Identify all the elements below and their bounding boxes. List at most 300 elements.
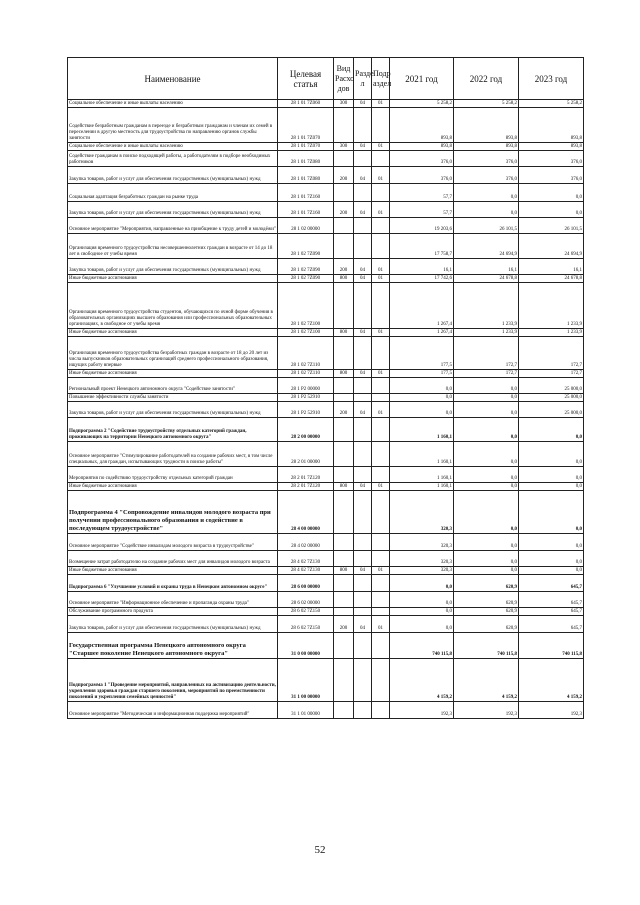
row-vid: 200 (334, 402, 354, 418)
table-row (68, 616, 584, 633)
row-value-2023: 0,0 (519, 184, 584, 202)
row-code: 28 4 02 7Z130 (278, 551, 334, 567)
row-code: 31 1 00 00000 (278, 659, 334, 702)
row-razdel (354, 218, 372, 234)
row-value-2022: 740 115,8 (454, 633, 519, 659)
row-value-2023: 25 000,0 (519, 378, 584, 394)
row-razdel: 04 (354, 616, 372, 633)
row-name: Подпрограмма 6 "Улучшение условий и охраны труда в Ненецком автономном округе" (68, 575, 278, 592)
row-value-2021: 177,5 (390, 337, 454, 370)
row-value-2022: 1 233,9 (454, 329, 519, 337)
row-vid (334, 592, 354, 608)
row-name: Иные бюджетные ассигнования (68, 329, 278, 337)
row-value-2023: 376,0 (519, 167, 584, 184)
row-value-2021: 1 267,4 (390, 283, 454, 329)
row-code: 28 2 01 7Z120 (278, 483, 334, 491)
row-vid (334, 108, 354, 143)
row-vid (334, 659, 354, 702)
row-name: Организация временного трудоустройства несовершеннолетних граждан в возрасте от 14 до 18 лет в свободное от учебы время (68, 234, 278, 259)
table-body (68, 100, 584, 719)
row-value-2022: 172,7 (454, 337, 519, 370)
row-name: Подпрограмма 2 "Содействие трудоустройству отдельных категорий граждан, проживающих на территории Ненецкого автономного округа" (68, 418, 278, 442)
row-code: 28 1 01 7Z160 (278, 184, 334, 202)
table-row (68, 378, 584, 394)
row-value-2022: 0,0 (454, 378, 519, 394)
row-code: 31 1 01 00000 (278, 702, 334, 719)
table-row (68, 259, 584, 275)
row-value-2023: 24 694,9 (519, 234, 584, 259)
row-razdel (354, 551, 372, 567)
row-vid (334, 534, 354, 551)
row-razdel: 04 (354, 275, 372, 283)
row-razdel (354, 108, 372, 143)
row-razdel (354, 151, 372, 167)
row-value-2023: 25 000,0 (519, 402, 584, 418)
row-value-2023: 0,0 (519, 567, 584, 575)
row-podrazdel (372, 608, 390, 616)
row-name: Иные бюджетные ассигнования (68, 370, 278, 378)
table-row (68, 167, 584, 184)
row-code: 28 1 01 7Z160 (278, 202, 334, 218)
row-value-2021: 17 758,7 (390, 234, 454, 259)
row-razdel (354, 702, 372, 719)
row-value-2022: 0,0 (454, 418, 519, 442)
row-razdel (354, 608, 372, 616)
row-value-2021: 893,8 (390, 143, 454, 151)
row-vid (334, 184, 354, 202)
row-razdel (354, 442, 372, 467)
table-row (68, 329, 584, 337)
row-value-2023: 172,7 (519, 337, 584, 370)
row-vid (334, 151, 354, 167)
row-name: Закупка товаров, работ и услуг для обеспечения государственных (муниципальных) нужд (68, 202, 278, 218)
row-vid: 800 (334, 275, 354, 283)
row-value-2022: 893,8 (454, 108, 519, 143)
row-name: Иные бюджетные ассигнования (68, 275, 278, 283)
row-podrazdel (372, 702, 390, 719)
row-podrazdel (372, 551, 390, 567)
row-value-2023: 24 678,8 (519, 275, 584, 283)
row-value-2023: 740 115,8 (519, 633, 584, 659)
row-value-2021: 0,0 (390, 394, 454, 402)
row-value-2021: 320,3 (390, 567, 454, 575)
row-razdel: 04 (354, 202, 372, 218)
row-value-2021: 57,7 (390, 184, 454, 202)
row-podrazdel: 01 (372, 275, 390, 283)
row-code: 28 1 02 7Z100 (278, 329, 334, 337)
table-row (68, 100, 584, 108)
row-podrazdel: 01 (372, 616, 390, 633)
row-name: Закупка товаров, работ и услуг для обеспечения государственных (муниципальных) нужд (68, 167, 278, 184)
row-value-2023: 645,7 (519, 608, 584, 616)
row-razdel (354, 575, 372, 592)
row-code: 28 1 01 7Z060 (278, 100, 334, 108)
table-row (68, 418, 584, 442)
row-podrazdel (372, 184, 390, 202)
row-razdel: 04 (354, 329, 372, 337)
row-value-2023: 0,0 (519, 534, 584, 551)
row-code: 28 1 02 7Z090 (278, 275, 334, 283)
table-row (68, 442, 584, 467)
table-row (68, 608, 584, 616)
row-podrazdel: 01 (372, 329, 390, 337)
row-podrazdel (372, 108, 390, 143)
row-value-2022: 0,0 (454, 567, 519, 575)
row-value-2021: 320,3 (390, 491, 454, 534)
header-2023: 2023 год (519, 58, 584, 100)
row-vid (334, 491, 354, 534)
row-podrazdel: 01 (372, 259, 390, 275)
row-value-2022: 24 694,9 (454, 234, 519, 259)
row-vid (334, 283, 354, 329)
row-name: Организация временного трудоустройства безработных граждан в возрасте от 18 до 20 лет из числа выпускников образовательных организаций среднего профессионального образования, ищущих работу впервые (68, 337, 278, 370)
row-code: 28 1 01 7Z080 (278, 167, 334, 184)
row-name: Социальная адаптация безработных граждан на рынке труда (68, 184, 278, 202)
row-value-2023: 0,0 (519, 551, 584, 567)
row-value-2022: 893,8 (454, 143, 519, 151)
table-row (68, 592, 584, 608)
header-2022: 2022 год (454, 58, 519, 100)
row-razdel: 04 (354, 370, 372, 378)
row-podrazdel: 01 (372, 483, 390, 491)
row-podrazdel (372, 491, 390, 534)
row-value-2022: 0,0 (454, 394, 519, 402)
row-value-2021: 57,7 (390, 202, 454, 218)
row-value-2021: 5 258,2 (390, 100, 454, 108)
row-code: 28 6 02 00000 (278, 592, 334, 608)
table-row (68, 491, 584, 534)
row-value-2023: 893,8 (519, 143, 584, 151)
table-row (68, 202, 584, 218)
row-name: Мероприятия по содействию трудоустройству отдельных категорий граждан (68, 467, 278, 483)
row-vid (334, 218, 354, 234)
header-vid: Вид Расхо дов (334, 58, 354, 100)
row-name: Основное мероприятие "Мероприятия, направленные на приобщение к труду детей и молодёжи" (68, 218, 278, 234)
row-name: Основное мероприятие "Содействие инвалидам молодого возраста в трудоустройстве" (68, 534, 278, 551)
row-code: 28 1 P2 52910 (278, 402, 334, 418)
row-code: 28 2 00 00000 (278, 418, 334, 442)
table-row (68, 483, 584, 491)
row-code: 31 0 00 00000 (278, 633, 334, 659)
row-code: 28 1 02 7Z110 (278, 370, 334, 378)
row-value-2021: 177,5 (390, 370, 454, 378)
row-name: Подпрограмма 1 "Проведение мероприятий, направленных на активизацию деятельности, укрепления здоровья граждан старшего поколения, мероприятий по преемственности поколений и укрепления семейных ценностей" (68, 659, 278, 702)
row-value-2021: 376,0 (390, 167, 454, 184)
row-vid (334, 608, 354, 616)
row-name: Содействие гражданам в поиске подходящей работы, а работодателям в подборе необходимых работников (68, 151, 278, 167)
header-razdel: Разде л (354, 58, 372, 100)
table-row (68, 633, 584, 659)
row-value-2023: 0,0 (519, 442, 584, 467)
row-podrazdel (372, 337, 390, 370)
table-row (68, 702, 584, 719)
row-value-2023: 0,0 (519, 483, 584, 491)
row-code: 28 2 01 7Z120 (278, 467, 334, 483)
row-name: Иные бюджетные ассигнования (68, 483, 278, 491)
row-name: Обслуживание программного продукта (68, 608, 278, 616)
row-value-2022: 4 159,2 (454, 659, 519, 702)
row-razdel (354, 418, 372, 442)
row-razdel (354, 491, 372, 534)
row-value-2021: 893,8 (390, 108, 454, 143)
row-podrazdel (372, 467, 390, 483)
row-vid: 800 (334, 483, 354, 491)
row-vid: 300 (334, 143, 354, 151)
table-row (68, 151, 584, 167)
table-row (68, 467, 584, 483)
row-razdel: 04 (354, 567, 372, 575)
row-code: 28 1 P2 52910 (278, 394, 334, 402)
row-value-2022: 0,0 (454, 202, 519, 218)
row-value-2022: 0,0 (454, 402, 519, 418)
row-value-2022: 172,7 (454, 370, 519, 378)
row-name: Возмещение затрат работодателю на создание рабочих мест для инвалидов молодого возраста (68, 551, 278, 567)
row-value-2021: 4 159,2 (390, 659, 454, 702)
header-podrazdel: Подр аздел (372, 58, 390, 100)
table-row (68, 394, 584, 402)
row-value-2021: 1 160,1 (390, 418, 454, 442)
row-vid: 300 (334, 100, 354, 108)
row-razdel (354, 467, 372, 483)
row-value-2023: 5 258,2 (519, 100, 584, 108)
row-razdel (354, 184, 372, 202)
row-value-2021: 0,0 (390, 378, 454, 394)
table-row (68, 402, 584, 418)
row-razdel: 04 (354, 402, 372, 418)
row-code: 28 1 02 7Z090 (278, 234, 334, 259)
row-name: Подпрограмма 4 "Сопровождение инвалидов молодого возраста при получении профессионального образования и содействие в последующем трудоустройстве" (68, 491, 278, 534)
row-name: Региональный проект Ненецкого автономного округа "Содействие занятости" (68, 378, 278, 394)
row-value-2023: 645,7 (519, 616, 584, 633)
row-value-2021: 1 160,1 (390, 483, 454, 491)
row-razdel: 04 (354, 143, 372, 151)
row-name: Государственная программа Ненецкого автономного округа "Старшее поколение Ненецкого автономного округа" (68, 633, 278, 659)
row-name: Закупка товаров, работ и услуг для обеспечения государственных (муниципальных) нужд (68, 259, 278, 275)
row-podrazdel (372, 283, 390, 329)
row-value-2023: 893,8 (519, 108, 584, 143)
row-value-2021: 0,0 (390, 608, 454, 616)
row-podrazdel: 01 (372, 202, 390, 218)
row-code: 28 1 02 00000 (278, 218, 334, 234)
row-value-2021: 0,0 (390, 402, 454, 418)
row-value-2021: 1 160,1 (390, 442, 454, 467)
row-code: 28 1 01 7Z070 (278, 108, 334, 143)
row-value-2022: 0,0 (454, 467, 519, 483)
row-name: Закупка товаров, работ и услуг для обеспечения государственных (муниципальных) нужд (68, 616, 278, 633)
row-podrazdel (372, 234, 390, 259)
row-name: Основное мероприятие "Методическая и информационная поддержка мероприятий" (68, 702, 278, 719)
table-row (68, 218, 584, 234)
row-value-2022: 0,0 (454, 442, 519, 467)
table-row (68, 534, 584, 551)
row-value-2022: 16,1 (454, 259, 519, 275)
row-value-2022: 0,0 (454, 184, 519, 202)
row-value-2021: 16,1 (390, 259, 454, 275)
row-code: 28 1 01 7Z080 (278, 151, 334, 167)
row-podrazdel (372, 659, 390, 702)
row-vid: 200 (334, 202, 354, 218)
row-value-2021: 740 115,8 (390, 633, 454, 659)
row-vid: 800 (334, 370, 354, 378)
row-razdel (354, 659, 372, 702)
row-code: 28 4 02 7Z130 (278, 567, 334, 575)
row-vid (334, 633, 354, 659)
row-value-2021: 376,0 (390, 151, 454, 167)
table-row (68, 283, 584, 329)
row-code: 28 2 01 00000 (278, 442, 334, 467)
row-vid: 200 (334, 259, 354, 275)
table-row (68, 337, 584, 370)
table-header-row (68, 58, 584, 100)
row-value-2022: 24 678,8 (454, 275, 519, 283)
row-value-2021: 1 267,4 (390, 329, 454, 337)
row-razdel: 04 (354, 167, 372, 184)
row-razdel (354, 283, 372, 329)
row-value-2021: 1 160,1 (390, 467, 454, 483)
page-number: 52 (314, 844, 326, 856)
row-code: 28 1 02 7Z110 (278, 337, 334, 370)
row-name: Основное мероприятие "Стимулирование работодателей на создание рабочих мест, в том числе специальных, для граждан, испытывающих трудности в поиске работы" (68, 442, 278, 467)
row-razdel (354, 633, 372, 659)
row-value-2023: 1 233,9 (519, 329, 584, 337)
row-value-2021: 19 203,6 (390, 218, 454, 234)
row-razdel (354, 378, 372, 394)
row-value-2023: 192,3 (519, 702, 584, 719)
row-razdel: 04 (354, 100, 372, 108)
row-podrazdel (372, 378, 390, 394)
row-code: 28 6 02 7Z150 (278, 616, 334, 633)
row-name: Иные бюджетные ассигнования (68, 567, 278, 575)
row-value-2022: 376,0 (454, 151, 519, 167)
table-row (68, 184, 584, 202)
row-vid (334, 378, 354, 394)
row-vid (334, 575, 354, 592)
row-value-2022: 0,0 (454, 551, 519, 567)
row-razdel: 04 (354, 483, 372, 491)
budget-table (67, 57, 584, 719)
table-row (68, 275, 584, 283)
row-razdel (354, 234, 372, 259)
row-code: 28 1 P2 00000 (278, 378, 334, 394)
row-razdel (354, 592, 372, 608)
table-row (68, 567, 584, 575)
row-value-2023: 4 159,2 (519, 659, 584, 702)
row-value-2021: 320,3 (390, 551, 454, 567)
row-vid: 800 (334, 567, 354, 575)
row-name: Закупка товаров, работ и услуг для обеспечения государственных (муниципальных) нужд (68, 402, 278, 418)
row-value-2022: 620,9 (454, 575, 519, 592)
row-value-2021: 17 742,6 (390, 275, 454, 283)
table-row (68, 143, 584, 151)
table-row (68, 370, 584, 378)
row-vid: 800 (334, 329, 354, 337)
row-podrazdel (372, 394, 390, 402)
table-row (68, 551, 584, 567)
row-value-2023: 376,0 (519, 151, 584, 167)
row-value-2022: 620,9 (454, 592, 519, 608)
row-podrazdel (372, 592, 390, 608)
row-value-2022: 620,9 (454, 616, 519, 633)
row-podrazdel (372, 418, 390, 442)
row-name: Содействие безработным гражданам в переезде и безработным гражданам и членам их семей в переселении в другую местность для трудоустройства по направлению органов службы занятости (68, 108, 278, 143)
row-code: 28 1 02 7Z090 (278, 259, 334, 275)
row-value-2023: 25 000,0 (519, 394, 584, 402)
row-value-2021: 192,3 (390, 702, 454, 719)
row-value-2022: 0,0 (454, 491, 519, 534)
row-podrazdel: 01 (372, 143, 390, 151)
row-podrazdel: 01 (372, 370, 390, 378)
row-code: 28 4 00 00000 (278, 491, 334, 534)
header-name: Наименование (68, 58, 278, 100)
row-vid (334, 337, 354, 370)
row-name: Социальное обеспечение и иные выплаты населению (68, 100, 278, 108)
row-podrazdel (372, 151, 390, 167)
row-vid (334, 234, 354, 259)
row-value-2023: 0,0 (519, 202, 584, 218)
row-value-2023: 645,7 (519, 575, 584, 592)
table-row (68, 575, 584, 592)
row-name: Социальное обеспечение и иные выплаты населению (68, 143, 278, 151)
row-value-2021: 0,0 (390, 592, 454, 608)
row-value-2022: 5 258,2 (454, 100, 519, 108)
row-vid (334, 394, 354, 402)
header-2021: 2021 год (390, 58, 454, 100)
row-vid (334, 418, 354, 442)
row-code: 28 1 01 7Z070 (278, 143, 334, 151)
row-value-2021: 0,0 (390, 575, 454, 592)
header-article: Целевая статья (278, 58, 334, 100)
row-podrazdel (372, 633, 390, 659)
table-row (68, 234, 584, 259)
row-razdel (354, 394, 372, 402)
row-vid: 200 (334, 616, 354, 633)
row-name: Основное мероприятие "Информационное обеспечение и пропаганда охраны труда" (68, 592, 278, 608)
row-name: Повышение эффективности службы занятости (68, 394, 278, 402)
row-value-2023: 1 233,9 (519, 283, 584, 329)
row-name: Организация временного трудоустройства студентов, обучающихся по очной форме обучения в образовательных организациях высшего образования или профессиональных образовательных организациях, в свободное от учебы время (68, 283, 278, 329)
row-podrazdel: 01 (372, 402, 390, 418)
table-row (68, 108, 584, 143)
row-podrazdel (372, 218, 390, 234)
row-podrazdel (372, 534, 390, 551)
row-value-2021: 320,3 (390, 534, 454, 551)
row-value-2022: 1 233,9 (454, 283, 519, 329)
row-podrazdel: 01 (372, 100, 390, 108)
row-vid: 200 (334, 167, 354, 184)
row-razdel (354, 534, 372, 551)
row-vid (334, 442, 354, 467)
row-value-2022: 0,0 (454, 483, 519, 491)
row-code: 28 1 02 7Z100 (278, 283, 334, 329)
row-value-2022: 0,0 (454, 534, 519, 551)
row-podrazdel (372, 575, 390, 592)
row-value-2023: 172,7 (519, 370, 584, 378)
row-podrazdel: 01 (372, 567, 390, 575)
row-vid (334, 702, 354, 719)
row-value-2023: 0,0 (519, 491, 584, 534)
row-vid (334, 551, 354, 567)
row-code: 28 4 02 00000 (278, 534, 334, 551)
row-value-2021: 0,0 (390, 616, 454, 633)
row-value-2022: 620,9 (454, 608, 519, 616)
row-value-2023: 26 101,5 (519, 218, 584, 234)
row-podrazdel: 01 (372, 167, 390, 184)
row-podrazdel (372, 442, 390, 467)
row-value-2023: 0,0 (519, 467, 584, 483)
row-code: 28 6 00 00000 (278, 575, 334, 592)
row-value-2022: 376,0 (454, 167, 519, 184)
row-razdel (354, 337, 372, 370)
